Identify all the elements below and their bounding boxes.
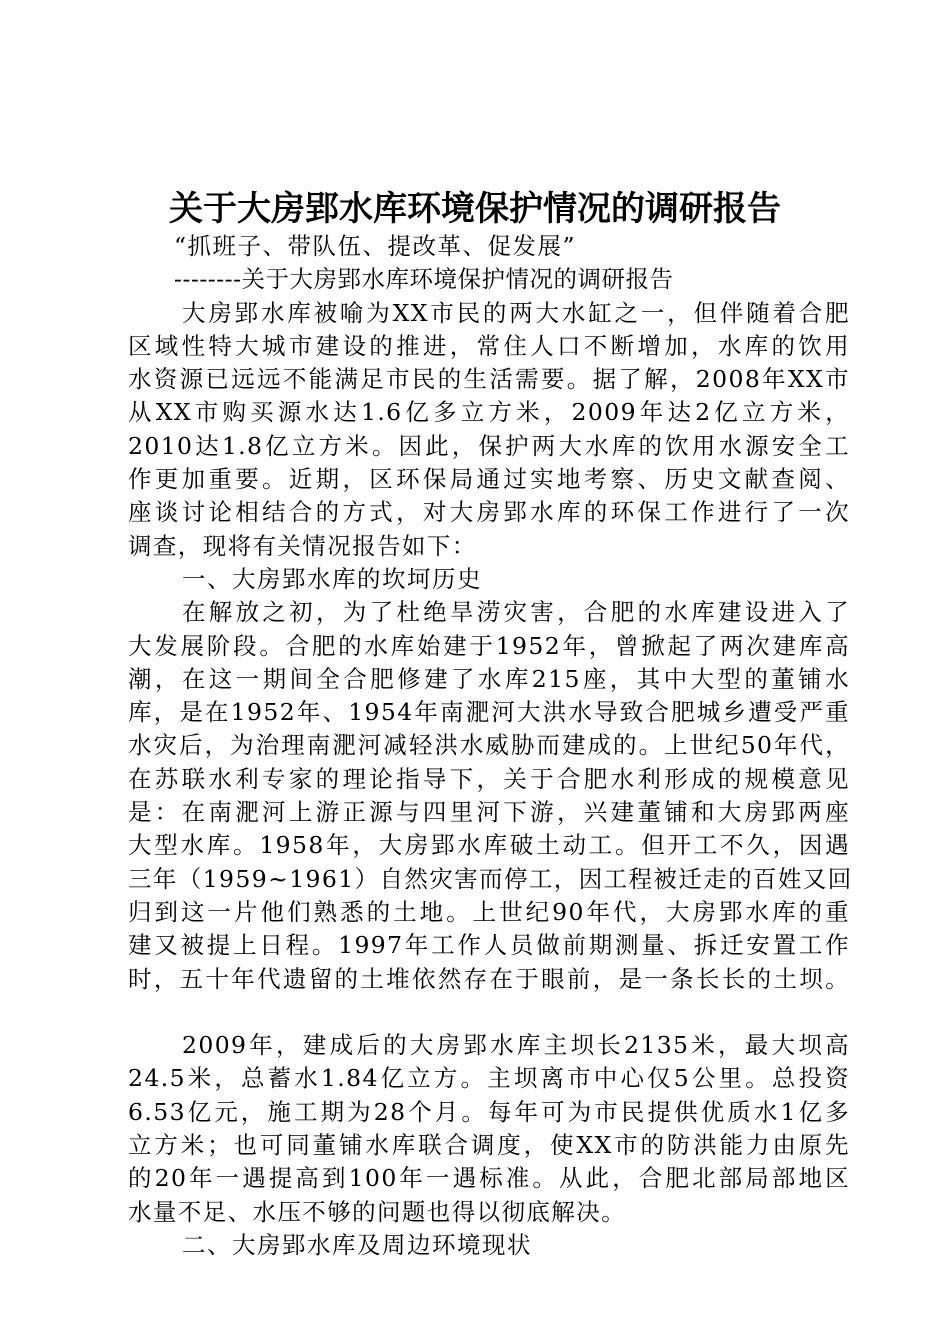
section-heading-history: 一、大房郢水库的坎坷历史 xyxy=(182,564,482,593)
subtitle-slogan: “抓班子、带队伍、提改革、促发展” xyxy=(174,232,577,260)
paragraph-line: 2009年，建成后的大房郢水库主坝长2135米，最大坝高 xyxy=(182,1031,850,1060)
document-title: 关于大房郢水库环境保护情况的调研报告 xyxy=(169,189,781,229)
paragraph-line: 2010达1.8亿立方米。因此，保护两大水库的饮用水源安全工 xyxy=(128,431,850,460)
paragraph-line: 时，五十年代遗留的土堆依然存在于眼前，是一条长长的土坝。 xyxy=(128,964,850,993)
paragraph-line: 水灾后，为治理南淝河减轻洪水威胁而建成的。上世纪50年代， xyxy=(128,731,850,760)
paragraph-line: 区域性特大城市建设的推进，常住人口不断增加，水库的饮用 xyxy=(128,331,850,360)
stats-paragraph xyxy=(128,1029,850,1229)
paragraph-line: 6.53亿元，施工期为28个月。每年可为市民提供优质水1亿多 xyxy=(128,1097,850,1126)
paragraph-line: 库，是在1952年、1954年南淝河大洪水导致合肥城乡遭受严重 xyxy=(128,698,850,727)
paragraph-line: 在解放之初，为了杜绝旱涝灾害，合肥的水库建设进入了 xyxy=(182,598,850,627)
paragraph-line: 潮，在这一期间全合肥修建了水库215座，其中大型的董铺水 xyxy=(128,664,850,693)
paragraph-line: 作更加重要。近期，区环保局通过实地考察、历史文献查阅、 xyxy=(128,465,850,494)
paragraph-line: 24.5米，总蓄水1.84亿立方。主坝离市中心仅5公里。总投资 xyxy=(128,1064,850,1093)
subtitle-report-name: --------关于大房郢水库环境保护情况的调研报告 xyxy=(174,265,674,294)
paragraph-line: 是：在南淝河上游正源与四里河下游，兴建董铺和大房郢两座 xyxy=(128,798,850,827)
blank-line xyxy=(128,996,850,1029)
paragraph-line: 三年（1959~1961）自然灾害而停工，因工程被迁走的百姓又回 xyxy=(128,864,853,893)
paragraph-line: 的20年一遇提高到100年一遇标准。从此，合肥北部局部地区 xyxy=(128,1164,850,1193)
paragraph-line: 座谈讨论相结合的方式，对大房郢水库的环保工作进行了一次 xyxy=(128,498,850,527)
history-paragraph xyxy=(128,596,853,996)
paragraph-line: 立方米；也可同董铺水库联合调度，使XX市的防洪能力由原先 xyxy=(128,1131,850,1160)
paragraph-line: 建又被提上日程。1997年工作人员做前期测量、拆迁安置工作 xyxy=(128,931,850,960)
paragraph-line: 大型水库。1958年，大房郢水库破土动工。但开工不久，因遇 xyxy=(128,831,850,860)
paragraph-line: 在苏联水利专家的理论指导下，关于合肥水利形成的规模意见 xyxy=(128,764,850,793)
paragraph-line: 水资源已远远不能满足市民的生活需要。据了解，2008年XX市 xyxy=(128,365,850,394)
paragraph-line: 从XX市购买源水达1.6亿多立方米，2009年达2亿立方米， xyxy=(128,398,850,427)
paragraph-line: 调查，现将有关情况报告如下： xyxy=(128,531,477,560)
document-body xyxy=(128,230,853,1262)
paragraph-line: 归到这一片他们熟悉的土地。上世纪90年代，大房郢水库的重 xyxy=(128,897,850,926)
paragraph-line: 大发展阶段。合肥的水库始建于1952年，曾掀起了两次建库高 xyxy=(128,631,850,660)
section-heading-environment: 二、大房郢水库及周边环境现状 xyxy=(182,1230,532,1259)
paragraph-line: 大房郢水库被喻为XX市民的两大水缸之一，但伴随着合肥 xyxy=(182,298,850,327)
paragraph-line: 水量不足、水压不够的问题也得以彻底解决。 xyxy=(128,1197,626,1226)
intro-paragraph xyxy=(128,297,850,563)
